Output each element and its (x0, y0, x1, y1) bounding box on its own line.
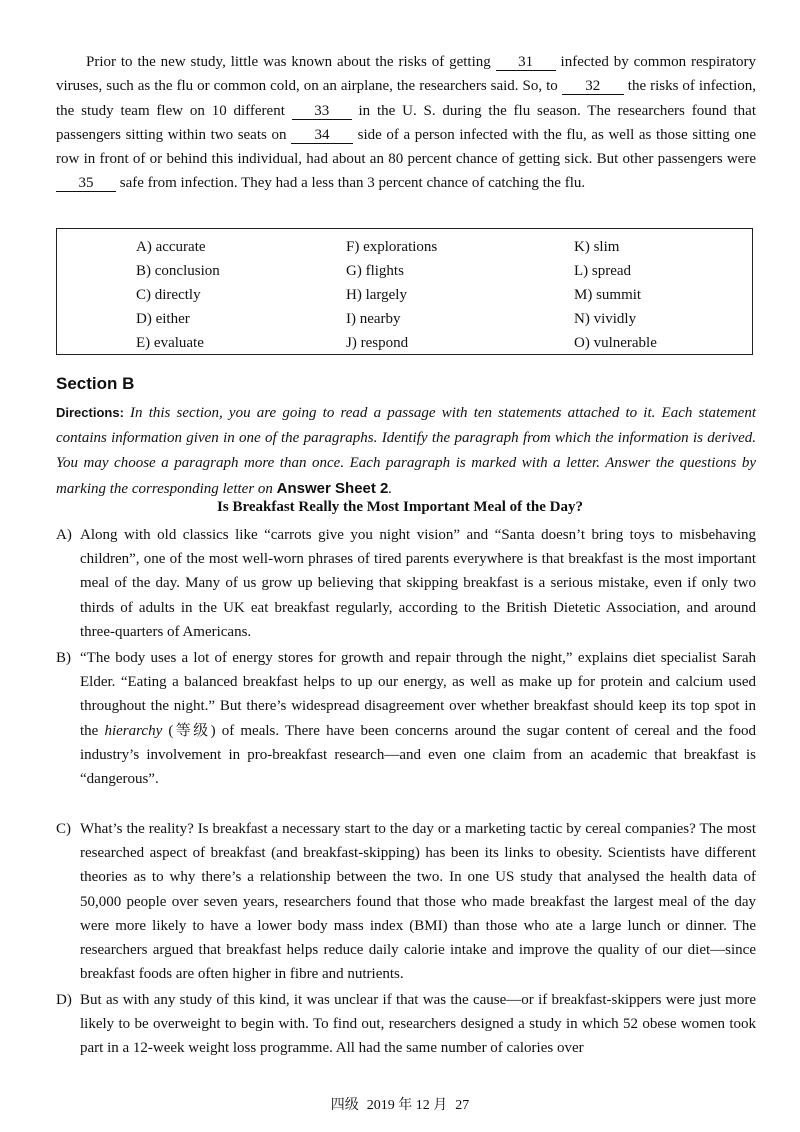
exam-date: 2019 年 12 月 (366, 1098, 448, 1113)
word-option: G) flights (346, 263, 404, 279)
word-bank-column-1 (136, 235, 220, 355)
paragraph-d (56, 988, 756, 1061)
word-bank-box (56, 228, 753, 355)
blank-35: 35 (56, 175, 116, 192)
italic-term: hierarchy (104, 722, 163, 739)
directions-label: Directions: (56, 405, 124, 420)
paragraph-a (56, 523, 756, 644)
word-bank-column-3 (574, 235, 657, 355)
cloze-text: safe from infection. They had a less than 3 percent chance of catching the flu. (116, 175, 586, 192)
word-option: M) summit (574, 287, 642, 303)
page-number: 27 (455, 1098, 470, 1113)
paragraph-text (80, 646, 756, 791)
page-footer (0, 1094, 800, 1114)
passage-title: Is Breakfast Really the Most Important Meal of the Day? (217, 499, 583, 515)
directions (56, 400, 756, 502)
word-option: L) spread (574, 263, 632, 279)
word-option: K) slim (574, 239, 620, 255)
blank-33: 33 (292, 103, 352, 120)
directions-text: In this section, you are going to read a passage with ten statements attached to it. Each statement contains information given in one of the paragraphs. Identify the paragraph from which the information is derived. You may choose a paragraph more than once. Each paragraph is marked with a letter. Answer the questions by marking the corresponding letter on (56, 405, 756, 497)
word-bank-column-2 (346, 235, 437, 355)
cloze-text: side of a person infected with the flu, as well as those sitting one row in front of or behind this individual, had about an 80 percent chance of getting sick. But other passengers were (56, 126, 756, 168)
blank-31: 31 (496, 54, 556, 71)
word-option: E) evaluate (136, 335, 204, 351)
cloze-paragraph (56, 50, 756, 196)
cloze-text: in the U. S. during the flu season. The researchers found that passengers sitting within two seats on (56, 102, 757, 143)
word-option: C) directly (136, 287, 201, 303)
paragraph-text-part: of meals. There have been concerns around the sugar content of cereal and the food industry’s involvement in pro-breakfast research—and even one claim from an academic that breakfast is “dangerous”. (80, 722, 757, 788)
gloss: (等级) (162, 722, 216, 739)
directions-end: . (388, 481, 393, 497)
paragraph-label: D) (56, 992, 72, 1008)
word-option: B) conclusion (136, 263, 220, 279)
paragraph-label: B) (56, 650, 71, 666)
word-option: J) respond (346, 335, 409, 351)
exam-level: 四级 (330, 1098, 359, 1113)
word-option: D) either (136, 311, 190, 327)
paragraph-c (56, 817, 756, 986)
paragraph-label: A) (56, 527, 72, 543)
blank-34: 34 (291, 127, 353, 144)
section-heading: Section B (56, 374, 135, 393)
word-option: N) vividly (574, 311, 637, 327)
word-option: F) explorations (346, 239, 438, 255)
word-option: O) vulnerable (574, 335, 657, 351)
answer-sheet-ref: Answer Sheet 2 (276, 480, 389, 497)
paragraph-text: What’s the reality? Is breakfast a necessary start to the day or a marketing tactic by cereal companies? The most researched aspect of breakfast (and breakfast-skipping) has been its links to obesity. Scientists have different theories as to why there’s a relationship between the two. In one US study that analysed the health data of 50,000 people over seven years, researchers found that those who made breakfast the largest meal of the day were more likely to have a lower body mass index (BMI) than those who ate a large lunch or dinner. The researchers argued that breakfast helps reduce daily calorie intake and improve the quality of our diet—since breakfast foods are often higher in fibre and nutrients. (80, 821, 756, 983)
paragraph-text-part: “The body uses a lot of energy stores for growth and repair through the night,” explains diet specialist Sarah Elder. “Eating a balanced breakfast helps to up our energy, as well as make up for protein and calcium used throughout the night.” But there’s widespread disagreement over whether breakfast should keep its top spot in the (80, 650, 756, 739)
paragraph-text: But as with any study of this kind, it was unclear if that was the cause—or if breakfast-skippers were just more likely to be overweight to begin with. To find out, researchers designed a study in which 52 obese women took part in a 12-week weight loss programme. All had the same number of calories over (80, 992, 756, 1057)
paragraph-b (56, 646, 756, 791)
word-option: H) largely (346, 287, 407, 303)
cloze-text: the risks of infection, the study team flew on 10 different (56, 78, 756, 119)
word-option: A) accurate (136, 239, 206, 255)
paragraph-label: C) (56, 821, 71, 837)
paragraph-text: Along with old classics like “carrots give you night vision” and “Santa doesn’t bring toys to misbehaving children”, one of the most well-worn phrases of tired parents everywhere is that breakfast is the most important meal of the day. Many of us grow up believing that skipping breakfast is a serious mistake, even if only two thirds of adults in the UK eat breakfast regularly, according to the British Dietetic Association, and around three-quarters of Americans. (80, 527, 756, 640)
blank-32: 32 (562, 78, 624, 95)
cloze-text: infected by common respiratory viruses, such as the flu or common cold, on an airplane, the researchers said. So, to (56, 54, 756, 95)
word-option: I) nearby (346, 311, 401, 327)
cloze-text: Prior to the new study, little was known about the risks of getting (86, 54, 496, 70)
